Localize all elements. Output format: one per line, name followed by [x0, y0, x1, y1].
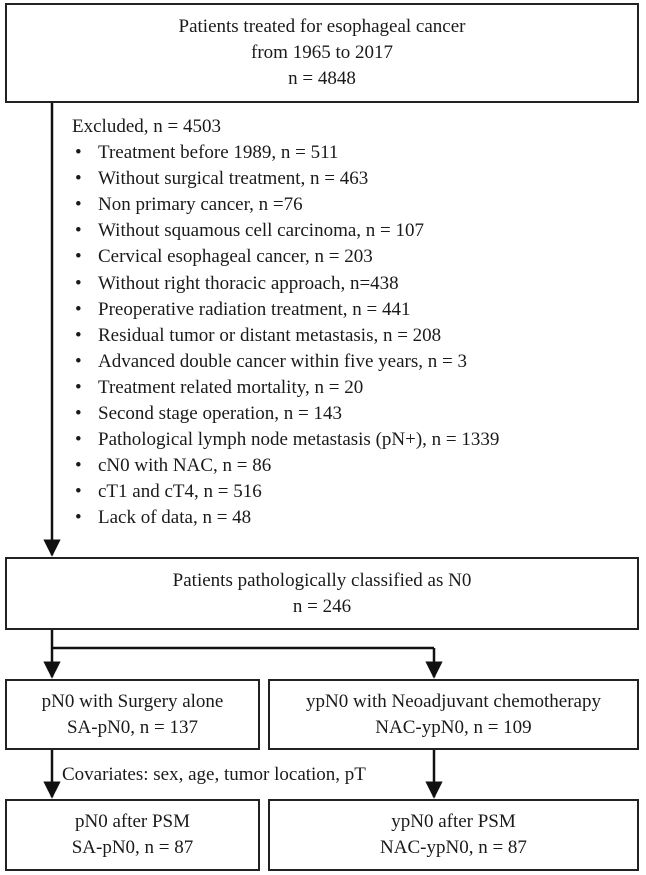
bullet-glyph: •	[75, 246, 82, 268]
excluded-item	[72, 140, 632, 166]
excluded-item-text: cN0 with NAC, n = 86	[98, 455, 272, 477]
excluded-item-text: Cervical esophageal cancer, n = 203	[98, 246, 373, 268]
bullet-glyph: •	[75, 220, 82, 242]
excluded-item	[72, 323, 632, 349]
bullet-glyph: •	[75, 168, 82, 190]
excluded-item-text: Non primary cancer, n =76	[98, 194, 303, 216]
bullet-glyph: •	[75, 350, 82, 372]
excluded-item	[72, 375, 632, 401]
box-pathological-n0	[5, 557, 639, 630]
bullet-glyph: •	[75, 272, 82, 294]
excluded-item-text: Without surgical treatment, n = 463	[98, 168, 369, 190]
excluded-item	[72, 453, 632, 479]
box-sa-after-psm	[5, 799, 260, 871]
excluded-item	[72, 427, 632, 453]
excluded-item-text: cT1 and cT4, n = 516	[98, 481, 262, 503]
box-all-patients-line-2: from 1965 to 2017	[251, 42, 393, 63]
bullet-glyph: •	[75, 481, 82, 503]
box-neoadjuvant	[268, 679, 639, 750]
bullet-glyph: •	[75, 194, 82, 216]
excluded-item	[72, 349, 632, 375]
excluded-item	[72, 244, 632, 270]
box-surgery-alone-line-1: pN0 with Surgery alone	[41, 690, 224, 712]
excluded-item-text: Pathological lymph node metastasis (pN+), n = 1339	[98, 429, 500, 451]
bullet-glyph: •	[75, 298, 82, 320]
excluded-item-text: Advanced double cancer within five years, n = 3	[98, 350, 467, 372]
excluded-item	[72, 166, 632, 192]
excluded-item-text: Lack of data, n = 48	[98, 507, 252, 529]
excluded-item-text: Preoperative radiation treatment, n = 441	[98, 298, 411, 320]
bullet-glyph: •	[75, 324, 82, 346]
bullet-glyph: •	[75, 142, 82, 164]
bullet-glyph: •	[75, 455, 82, 477]
box-sa-after-psm-line-1: pN0 after PSM	[74, 811, 191, 832]
excluded-list	[72, 114, 632, 532]
excluded-item-text: Residual tumor or distant metastasis, n = 208	[98, 324, 442, 346]
excluded-item-text: Treatment before 1989, n = 511	[98, 142, 339, 164]
bullet-glyph: •	[75, 403, 82, 425]
excluded-title: Excluded, n = 4503	[72, 116, 221, 137]
box-surgery-alone	[5, 679, 260, 750]
bullet-glyph: •	[75, 429, 82, 451]
box-nac-after-psm-line-1: ypN0 after PSM	[391, 811, 516, 832]
covariates-label: Covariates: sex, age, tumor location, pT	[62, 764, 366, 785]
box-neoadjuvant-line-1: ypN0 with Neoadjuvant chemotherapy	[306, 690, 601, 712]
bullet-glyph: •	[75, 507, 82, 529]
excluded-item	[72, 218, 632, 244]
box-neoadjuvant-line-2: NAC-ypN0, n = 109	[375, 716, 532, 738]
box-pathological-n0-line-2: n = 246	[292, 595, 352, 617]
excluded-item	[72, 297, 632, 323]
excluded-item	[72, 505, 632, 531]
excluded-item-text: Second stage operation, n = 143	[98, 403, 342, 425]
box-all-patients	[5, 3, 639, 103]
excluded-item	[72, 271, 632, 297]
box-sa-after-psm-line-2: SA-pN0, n = 87	[71, 837, 194, 858]
excluded-item	[72, 192, 632, 218]
excluded-item	[72, 401, 632, 427]
excluded-item-text: Without right thoracic approach, n=438	[98, 272, 399, 294]
box-all-patients-line-3: n = 4848	[288, 68, 356, 89]
box-nac-after-psm	[268, 799, 639, 871]
excluded-item	[72, 479, 632, 505]
excluded-item-text: Without squamous cell carcinoma, n = 107	[98, 220, 425, 242]
bullet-glyph: •	[75, 376, 82, 398]
box-all-patients-line-1: Patients treated for esophageal cancer	[178, 16, 466, 37]
box-surgery-alone-line-2: SA-pN0, n = 137	[66, 716, 199, 738]
box-nac-after-psm-line-2: NAC-ypN0, n = 87	[380, 837, 527, 858]
excluded-item-text: Treatment related mortality, n = 20	[98, 376, 364, 398]
box-pathological-n0-line-1: Patients pathologically classified as N0	[172, 569, 472, 591]
